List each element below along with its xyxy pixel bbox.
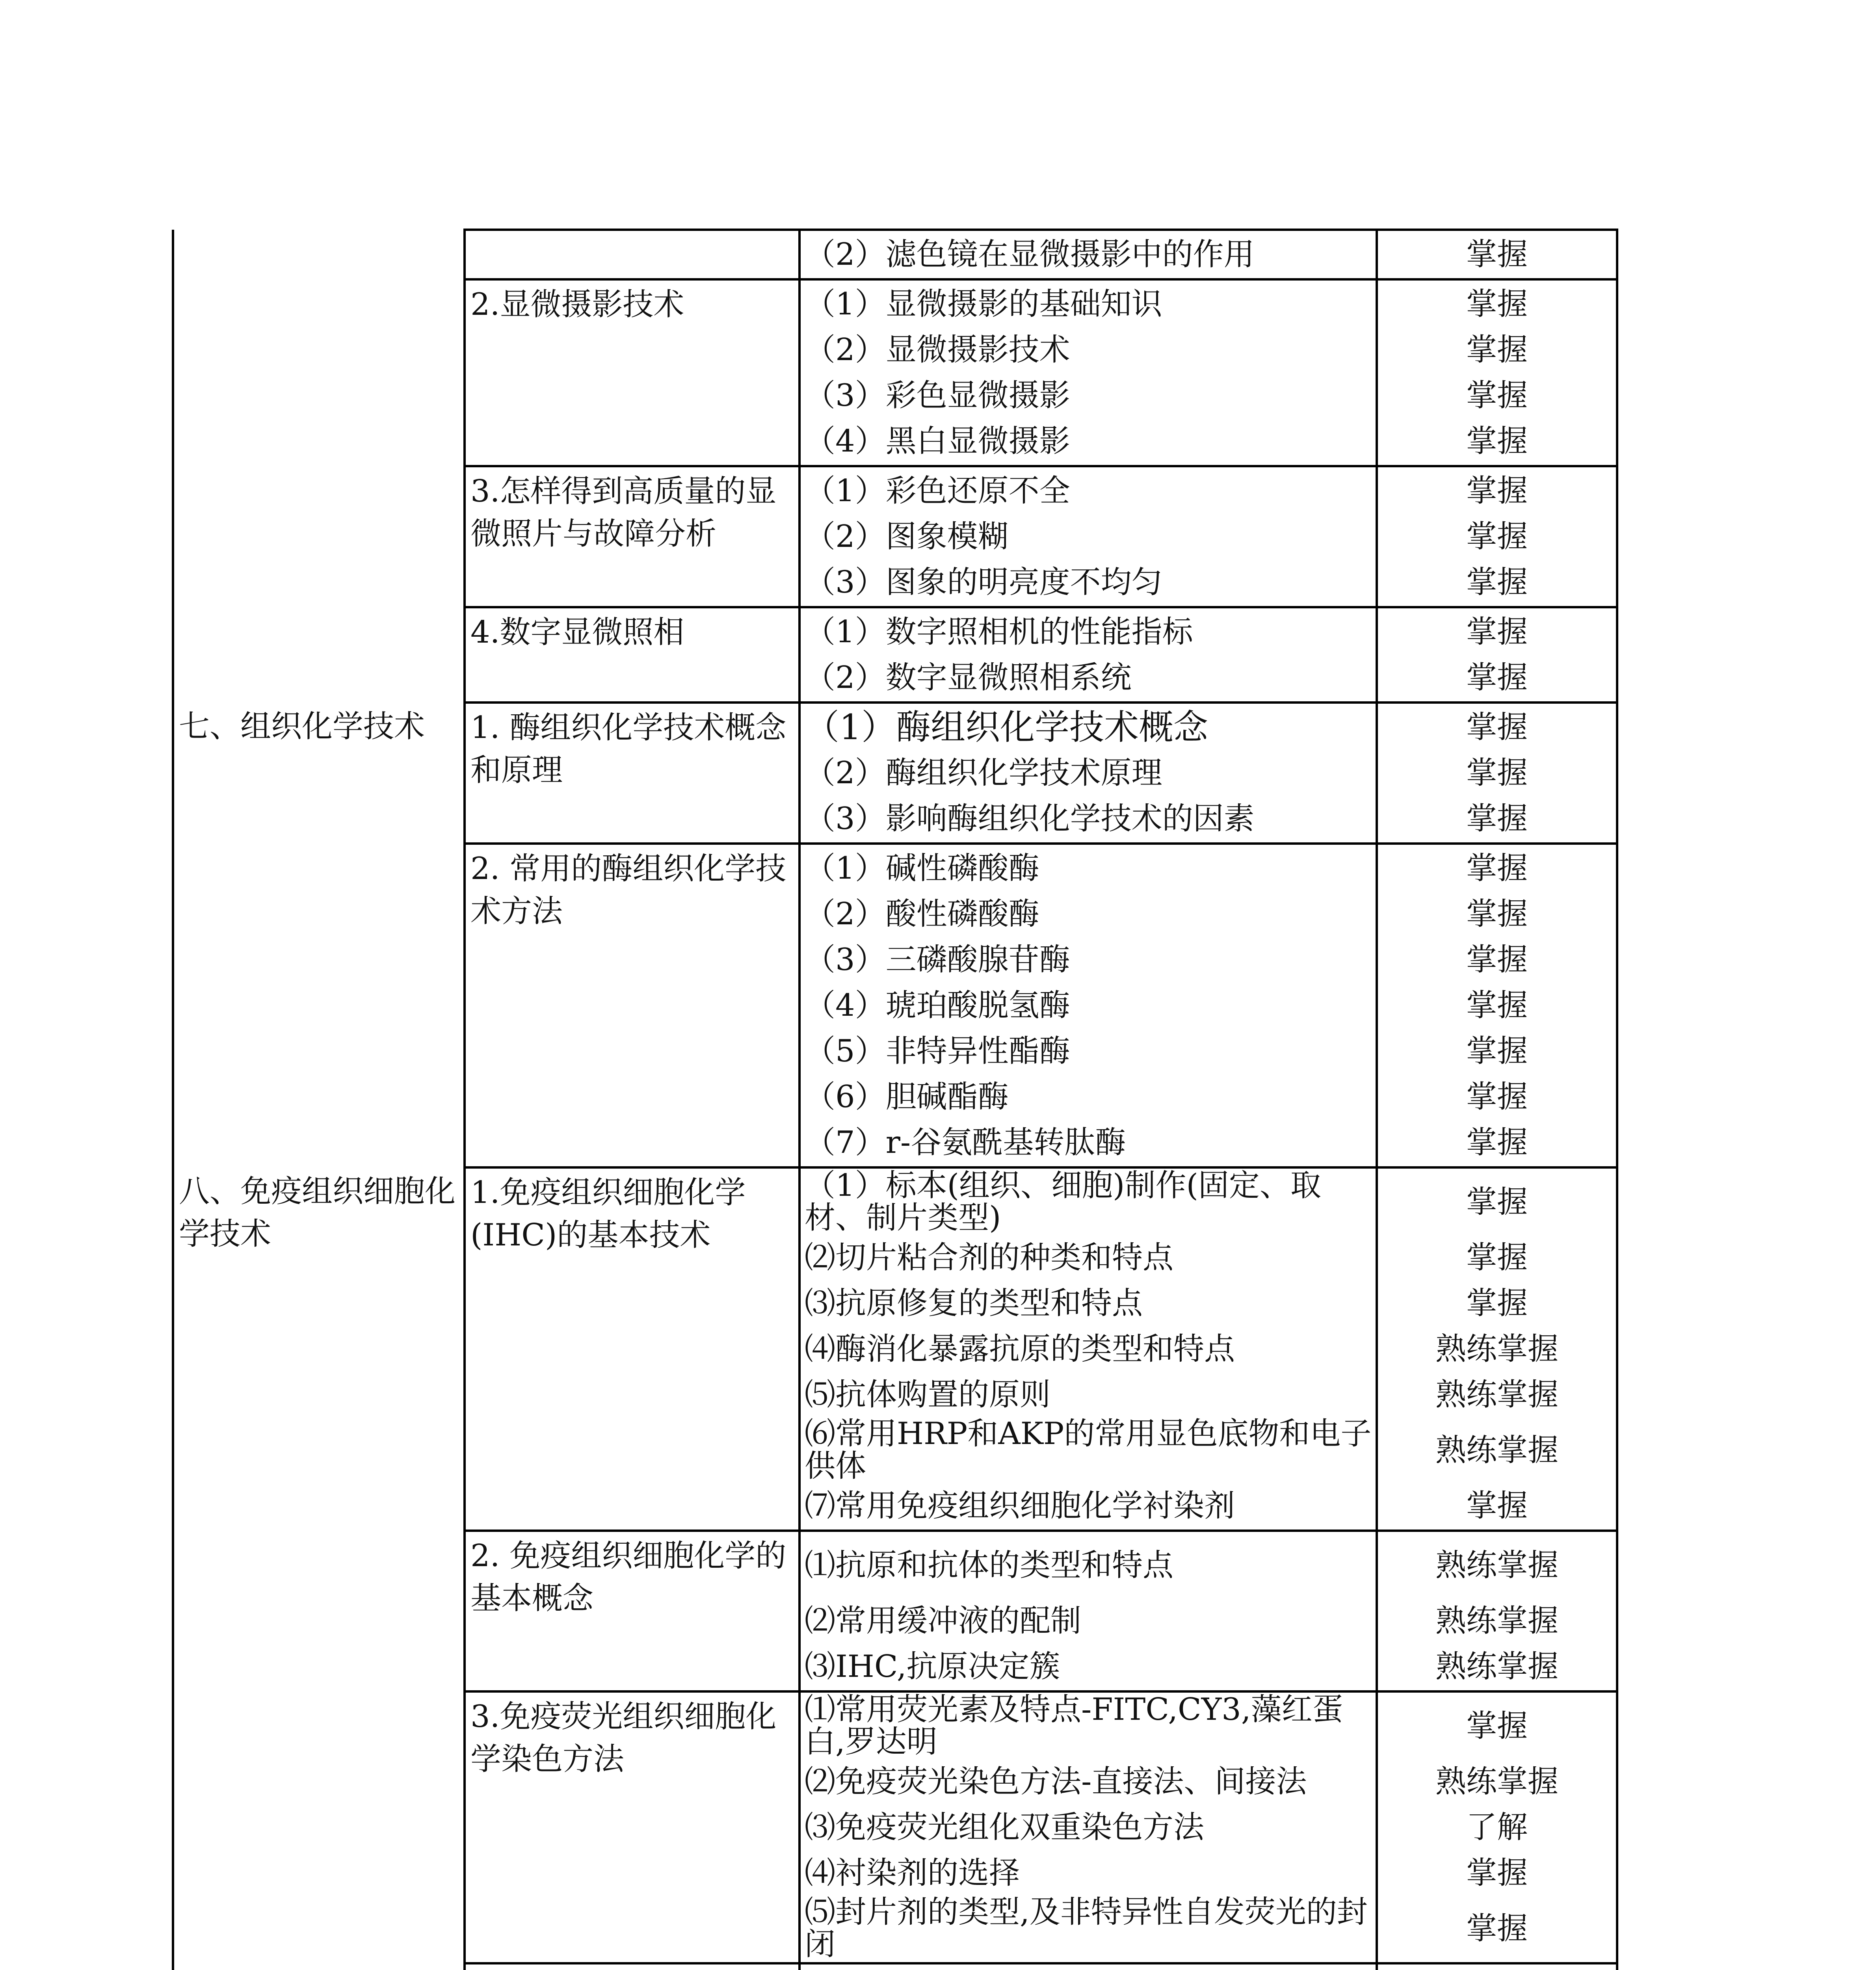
items-cell [799,1963,1377,1970]
item-text: ⑺常用免疫组织细胞化学衬染剂 [805,1488,1235,1524]
item-text: ⑵常用缓冲液的配制 [805,1603,1082,1639]
requirement-level: 掌握 [1466,709,1528,745]
topic-title: 1.免疫组织细胞化学(IHC)的基本技术 [470,1175,746,1253]
requirement-level: 掌握 [1466,1079,1528,1115]
levels-cell [1377,844,1617,1167]
item-text: ⑶IHC,抗原决定簇 [805,1648,1060,1684]
table-row [173,279,1617,466]
requirement-level: 掌握 [1466,1033,1528,1069]
requirement-level: 掌握 [1466,987,1528,1023]
topic-cell [465,466,799,607]
item-text: （2）数字显微照相系统 [805,660,1132,695]
requirement-level: 掌握 [1466,755,1528,791]
topic-cell [465,1963,799,1970]
item-text: （5）非特异性酯酶 [805,1033,1070,1069]
unit-title: 八、免疫组织细胞化学技术 [179,1174,456,1252]
requirement-level: 掌握 [1466,377,1528,413]
requirement-level: 熟练掌握 [1435,1603,1558,1639]
unit-cell [173,844,465,1167]
items-cell [799,844,1377,1167]
requirement-level: 掌握 [1466,1708,1528,1744]
table-row [173,1167,1617,1531]
topic-cell [465,607,799,703]
syllabus-table [172,229,1618,1970]
item-text: （2）酸性磷酸酶 [805,896,1039,932]
unit-cell [173,230,465,279]
item-text: （1）标本(组织、细胞)制作(固定、取材、制片类型) [805,1169,1321,1235]
items-cell [799,703,1377,844]
item-text: ⑷衬染剂的选择 [805,1855,1020,1891]
items-cell [799,607,1377,703]
unit-cell [173,1691,465,1963]
item-text: ⑷酶消化暴露抗原的类型和特点 [805,1331,1235,1367]
topic-cell [465,844,799,1167]
requirement-level: 掌握 [1466,850,1528,886]
item-text [805,1965,1372,1970]
unit-cell [173,1531,465,1691]
requirement-level: 掌握 [1466,942,1528,978]
item-text: （1）酶组织化学技术概念 [805,706,1208,747]
requirement-level: 掌握 [1466,1855,1528,1891]
requirement-level [1382,1965,1612,1970]
items-cell [799,1691,1377,1963]
requirement-level: 掌握 [1466,896,1528,932]
item-text: （2）显微摄影技术 [805,332,1070,368]
requirement-level: 掌握 [1466,1488,1528,1524]
items-cell [799,1531,1377,1691]
levels-cell [1377,607,1617,703]
item-text: （1）数字照相机的性能指标 [805,614,1193,650]
levels-cell [1377,1691,1617,1963]
item-text: ⑸封片剂的类型,及非特异性自发荧光的封闭 [805,1896,1368,1961]
table-row [173,1531,1617,1691]
item-text: （2）酶组织化学技术原理 [805,755,1162,791]
item-text: ⑴常用荧光素及特点-FITC,CY3,藻红蛋白,罗达明 [805,1693,1343,1759]
item-text: ⑸抗体购置的原则 [805,1377,1051,1412]
requirement-level: 熟练掌握 [1435,1648,1558,1684]
topic-title: 2.显微摄影技术 [470,287,684,322]
requirement-level: 熟练掌握 [1435,1377,1558,1412]
requirement-level: 掌握 [1466,423,1528,459]
unit-cell [173,607,465,703]
topic-title: 2. 免疫组织细胞化学的基本概念 [470,1538,786,1616]
table-row [173,607,1617,703]
topic-cell [465,1531,799,1691]
unit-title: 七、组织化学技术 [179,709,425,744]
item-text: ⑴抗原和抗体的类型和特点 [805,1547,1174,1583]
requirement-level: 掌握 [1466,1911,1528,1946]
requirement-level: 掌握 [1466,286,1528,322]
topic-title: 4.数字显微照相 [470,615,684,650]
item-text: ⑶免疫荧光组化双重染色方法 [805,1809,1205,1845]
item-text: （3）彩色显微摄影 [805,377,1070,413]
item-text: （4）琥珀酸脱氢酶 [805,987,1070,1023]
levels-cell [1377,1963,1617,1970]
topic-title [470,1968,794,1970]
requirement-level: 掌握 [1466,1240,1528,1275]
requirement-level: 掌握 [1466,564,1528,600]
item-text: （2）滤色镜在显微摄影中的作用 [805,236,1255,272]
table-row [173,466,1617,607]
levels-cell [1377,466,1617,607]
item-text: （3）图象的明亮度不均匀 [805,564,1162,600]
topic-cell [465,279,799,466]
topic-title: 3.免疫荧光组织细胞化学染色方法 [470,1699,777,1777]
unit-cell [173,466,465,607]
table-row [173,230,1617,279]
levels-cell [1377,703,1617,844]
items-cell [799,230,1377,279]
unit-cell [173,703,465,844]
syllabus-table-body [173,230,1617,1970]
table-row [173,1963,1617,1970]
table-row [173,703,1617,844]
items-cell [799,1167,1377,1531]
items-cell [799,279,1377,466]
item-text: （1）彩色还原不全 [805,473,1070,509]
requirement-level: 掌握 [1466,614,1528,650]
requirement-level: 掌握 [1466,801,1528,836]
item-text: （1）显微摄影的基础知识 [805,286,1162,322]
item-text: （6）胆碱酯酶 [805,1079,1009,1115]
topic-title: 3.怎样得到高质量的显微照片与故障分析 [470,474,777,552]
item-text: ⑵免疫荧光染色方法-直接法、间接法 [805,1764,1307,1799]
levels-cell [1377,1531,1617,1691]
topic-cell [465,1691,799,1963]
topic-title: 1. 酶组织化学技术概念和原理 [470,710,786,788]
item-text: （1）碱性磷酸酶 [805,850,1039,886]
table-row [173,1691,1617,1963]
requirement-level: 掌握 [1466,1285,1528,1321]
topic-title: 2. 常用的酶组织化学技术方法 [470,851,786,929]
item-text: （7）r-谷氨酰基转肽酶 [805,1124,1126,1160]
unit-cell [173,1167,465,1531]
requirement-level: 掌握 [1466,473,1528,509]
item-text: （2）图象模糊 [805,519,1009,554]
item-text: ⑹常用HRP和AKP的常用显色底物和电子供体 [805,1418,1372,1483]
requirement-level: 掌握 [1466,1124,1528,1160]
requirement-level: 熟练掌握 [1435,1331,1558,1367]
items-cell [799,466,1377,607]
levels-cell [1377,1167,1617,1531]
requirement-level: 熟练掌握 [1435,1764,1558,1799]
unit-cell [173,279,465,466]
levels-cell [1377,279,1617,466]
requirement-level: 熟练掌握 [1435,1547,1558,1583]
topic-cell [465,703,799,844]
item-text: （4）黑白显微摄影 [805,423,1070,459]
levels-cell [1377,230,1617,279]
requirement-level: 掌握 [1466,236,1528,272]
requirement-level: 熟练掌握 [1435,1432,1558,1468]
topic-cell [465,230,799,279]
requirement-level: 掌握 [1466,332,1528,368]
topic-cell [465,1167,799,1531]
requirement-level: 掌握 [1466,519,1528,554]
requirement-level: 了解 [1466,1809,1528,1845]
table-row [173,844,1617,1167]
requirement-level: 掌握 [1466,660,1528,695]
unit-cell [173,1963,465,1970]
item-text: ⑵切片粘合剂的种类和特点 [805,1240,1174,1275]
item-text: ⑶抗原修复的类型和特点 [805,1285,1143,1321]
item-text: （3）影响酶组织化学技术的因素 [805,801,1255,836]
item-text: （3）三磷酸腺苷酶 [805,942,1070,978]
requirement-level: 掌握 [1466,1184,1528,1220]
